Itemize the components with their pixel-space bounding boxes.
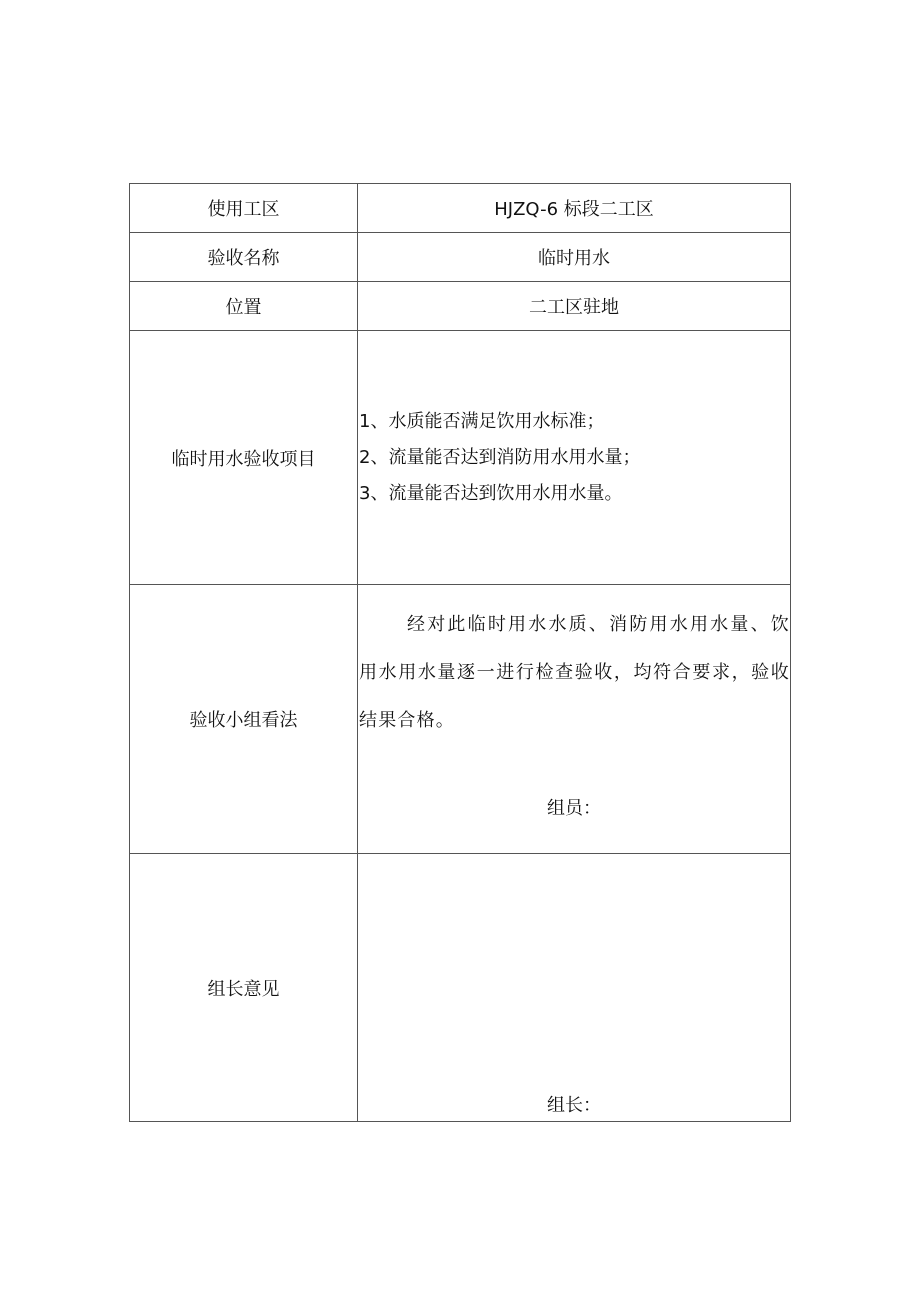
group-opinion-label: 验收小组看法	[130, 585, 358, 854]
leader-signature-label: 组长：	[547, 1095, 601, 1116]
work-area-row	[130, 184, 791, 233]
inspection-items-cell	[358, 331, 791, 585]
acceptance-form-table	[129, 183, 791, 1122]
inspection-items-list	[358, 404, 790, 512]
location-value: 二工区驻地	[358, 282, 791, 331]
acceptance-name-row	[130, 233, 791, 282]
inspection-items-row	[130, 331, 791, 585]
member-signature-label: 组员：	[547, 798, 601, 819]
work-area-value: HJZQ-6 标段二工区	[358, 184, 791, 233]
group-opinion-cell	[358, 585, 791, 854]
inspection-item: 1、水质能否满足饮用水标准；	[359, 410, 605, 432]
leader-opinion-cell	[358, 854, 791, 1122]
inspection-item: 2、流量能否达到消防用水用水量；	[359, 446, 641, 468]
inspection-item: 3、流量能否达到饮用水用水量。	[359, 482, 623, 504]
group-opinion-text: 经对此临时用水水质、消防用水用水量、饮用水用水量逐一进行检查验收，均符合要求，验收结果合格。	[359, 614, 790, 731]
work-area-label: 使用工区	[130, 184, 358, 233]
group-opinion-row	[130, 585, 791, 854]
location-label: 位置	[130, 282, 358, 331]
location-row	[130, 282, 791, 331]
acceptance-name-label: 验收名称	[130, 233, 358, 282]
leader-opinion-row	[130, 854, 791, 1122]
leader-opinion-label: 组长意见	[130, 854, 358, 1122]
inspection-items-label: 临时用水验收项目	[130, 331, 358, 585]
acceptance-name-value: 临时用水	[358, 233, 791, 282]
